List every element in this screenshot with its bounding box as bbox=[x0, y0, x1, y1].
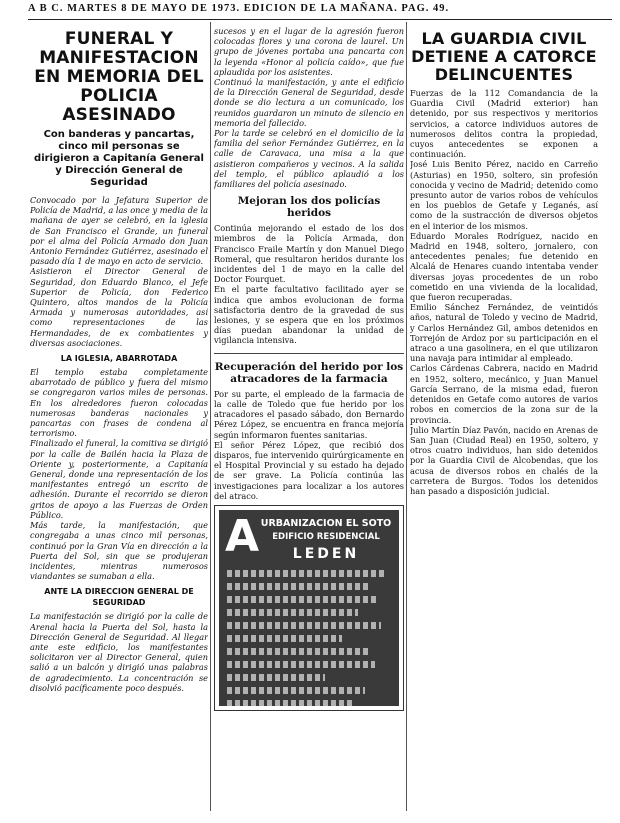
ad-brand: LEDEN bbox=[292, 545, 360, 562]
paragraph: La manifestación se dirigió por la calle de Arenal hacia la Puerta del Sol, hasta la Dirección General de Seguridad. Al llegar ante este edificio, los manifestantes solicitaron ver al Director General, quien salió a un balcón y dirigió unas palabras de agradecimiento. La concentración se disolvió pacíficamente poco después. bbox=[30, 611, 208, 693]
subheading-security-directorate: ANTE LA DIRECCION GENERAL DE SEGURIDAD bbox=[44, 587, 194, 608]
paragraph: sucesos y en el lugar de la agresión fueron colocadas flores y una corona de laurel. Un grupo de jóvenes portaba una pancarta con la leyenda «Honor al policía caído», que fue aplaudida por los asistentes. bbox=[214, 26, 404, 77]
advertisement-panel bbox=[219, 510, 399, 706]
article-headline-pharmacy-recovery: Recuperación del herido por los atracadores de la farmacia bbox=[214, 360, 404, 385]
ad-title: URBANIZACION EL SOTO bbox=[260, 517, 392, 529]
column-middle bbox=[214, 22, 404, 823]
paragraph: Emilio Sánchez Fernández, de veintidós años, natural de Toledo y vecino de Madrid, y Carlos Hernández Gil, ambos detenidos en Torrejón de Ardoz por su participación en el atraco a una gasolinera, en el que utilizaron una navaja para intimidar al empleado. bbox=[410, 302, 598, 364]
ad-initial: A bbox=[225, 510, 260, 562]
paragraph: Continúa mejorando el estado de los dos miembros de la Policía Armada, don Francisco Fraile Martín y don Manuel Diego Romeral, que resultaron heridos durante los incidentes del 1 de mayo en la calle del Doctor Fourquet. bbox=[214, 223, 404, 285]
paragraph: Asistieron el Director General de Seguridad, don Eduardo Blanco, el Jefe Superior de Policía, don Federico Quintero, altos mandos de la Policía Armada y numerosas autoridades, así como representaciones de las Hermandades, de ex combatientes y diversas asociaciones. bbox=[30, 266, 208, 348]
masthead-text: A B C. MARTES 8 DE MAYO DE 1973. EDICION DE LA MAÑANA. PAG. 49. bbox=[28, 3, 450, 14]
article-headline-funeral: FUNERAL Y MANIFESTACION EN MEMORIA DEL POLICIA ASESINADO bbox=[34, 29, 204, 125]
paragraph: Por la tarde se celebró en el domicilio de la familia del señor Fernández Gutiérrez, en la calle de Caravaca, una misa a la que asistieron compañeros y vecinos. A la salida del templo, el público aplaudió a los familiares del policía asesinado. bbox=[214, 128, 404, 190]
column-funeral-article bbox=[30, 22, 208, 823]
paragraph: En el parte facultativo facilitado ayer se indica que ambos evolucionan de forma satisfactoria dentro de la gravedad de sus lesiones, y se espera que en los próximos días puedan abandonar la unidad de vigilancia intensiva. bbox=[214, 284, 404, 346]
paragraph: El señor Pérez López, que recibió dos disparos, fue intervenido quirúrgicamente en el Hospital Provincial y su estado ha dejado de ser grave. La Policía continúa las investigaciones para localizar a los autores del atraco. bbox=[214, 439, 404, 501]
article-deck-funeral: Con banderas y pancartas, cinco mil personas se dirigieron a Capitanía General y Dirección General de Seguridad bbox=[34, 129, 204, 188]
divider bbox=[214, 353, 404, 354]
article-headline-guardia-civil: LA GUARDIA CIVIL DETIENE A CATORCE DELINCUENTES bbox=[411, 29, 597, 84]
paragraph: El templo estaba completamente abarrotado de público y fuera del mismo se congregaron varios miles de personas. En los alrededores fueron colocadas numerosas banderas nacionales y pancartas con frases de condena al terrorismo. bbox=[30, 367, 208, 439]
ad-subtitle: EDIFICIO RESIDENCIAL bbox=[272, 531, 380, 542]
paragraph: Más tarde, la manifestación, que congregaba a unas cinco mil personas, continuó por la Gran Vía en dirección a la Puerta del Sol, sin que se produjeran incidentes, mientras numerosos viandantes se sumaban a ella. bbox=[30, 520, 208, 582]
paragraph: Convocado por la Jefatura Superior de Policía de Madrid, a las once y media de la mañana de ayer se celebró, en la iglesia de San Francisco el Grande, un funeral por el alma del Policía Armado don Juan Antonio Fernández Gutiérrez, asesinado el pasado día 1 de mayo en acto de servicio. bbox=[30, 195, 208, 267]
column-guardia-civil-article bbox=[410, 22, 598, 823]
ad-body-text-illegible bbox=[227, 570, 391, 698]
paragraph: Julio Martín Díaz Pavón, nacido en Arenas de San Juan (Ciudad Real) en 1950, soltero, y otros cuatro individuos, han sido detenidos por la Guardia Civil de Alcobendas, que los acusa de diversos robos en chalés de la carretera de Burgos. Todos los detenidos han pasado a disposición judicial. bbox=[410, 424, 598, 496]
advertisement bbox=[214, 505, 404, 711]
column-rule bbox=[406, 22, 407, 811]
subheading-church: LA IGLESIA, ABARROTADA bbox=[60, 354, 178, 364]
paragraph: Fuerzas de la 112 Comandancia de la Guardia Civil (Madrid exterior) han detenido, por sus respectivos y meritorios servicios, a catorce individuos autores de numerosos delitos contra la propiedad, cuyos antecedentes se exponen a continuación. bbox=[410, 88, 598, 160]
paragraph: Por su parte, el empleado de la farmacia de la calle de Toledo que fue herido por los atracadores el pasado sábado, don Bernardo Pérez López, se encuentra en franca mejoría según informaron fuentes sanitarias. bbox=[214, 388, 404, 440]
column-rule bbox=[210, 22, 211, 811]
paragraph: Finalizado el funeral, la comitiva se dirigió por la calle de Bailén hacia la Plaza de Oriente y, posteriormente, a Capitanía General, donde una representación de los manifestantes entregó un escrito de adhesión. Durante el recorrido se dieron gritos de apoyo a las Fuerzas de Orden Público. bbox=[30, 438, 208, 520]
paragraph: Continuó la manifestación, y ante el edificio de la Dirección General de Seguridad, desde donde se dio lectura a un comunicado, los reunidos guardaron un minuto de silencio en memoria del fallecido. bbox=[214, 77, 404, 128]
masthead bbox=[28, 3, 612, 20]
paragraph: Eduardo Morales Rodríguez, nacido en Madrid en 1948, soltero, jornalero, con antecedentes penales; fue detenido en Alcalá de Henares cuando intentaba vender diversas joyas procedentes de un robo cometido en una vivienda de la localidad, que fueron recuperadas. bbox=[410, 230, 598, 303]
paragraph: José Luis Benito Pérez, nacido en Carreño (Asturias) en 1950, soltero, sin profesión conocida y vecino de Madrid; detenido como presunto autor de varios robos de vehículos en los pueblos de Getafe y Leganés, así como de la sustracción de diversos objetos en el interior de los mismos. bbox=[410, 159, 598, 231]
paragraph: Carlos Cárdenas Cabrera, nacido en Madrid en 1952, soltero, mecánico, y Juan Manuel García Serrano, de la misma edad, fueron detenidos en Getafe como autores de varios robos en comercios de la zona sur de la provincia. bbox=[410, 363, 598, 425]
article-headline-wounded-police: Mejoran los dos policías heridos bbox=[237, 195, 381, 220]
